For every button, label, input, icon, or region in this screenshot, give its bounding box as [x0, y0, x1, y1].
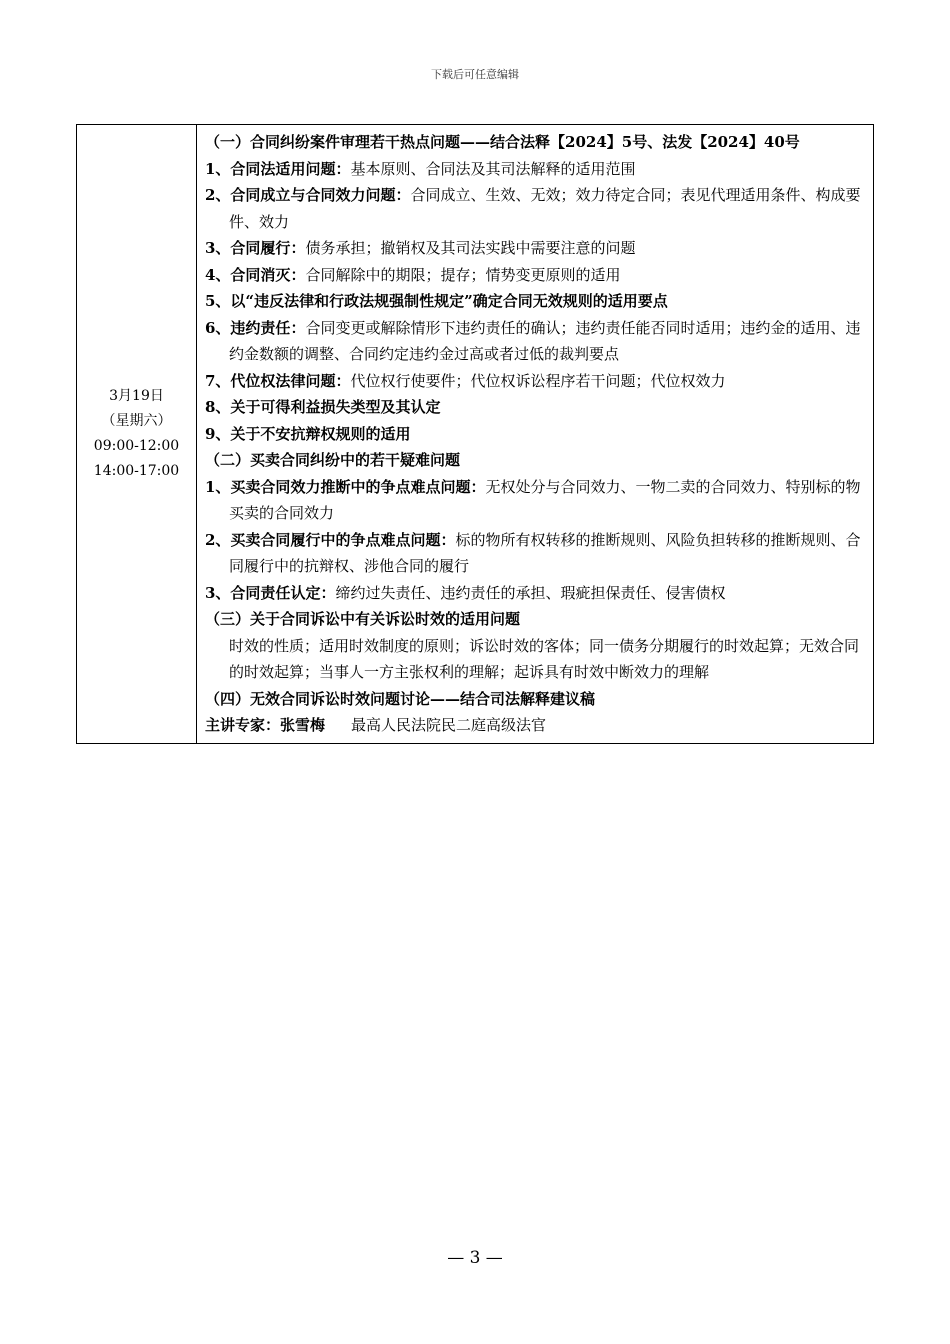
speaker-line [205, 712, 867, 739]
date-cell [77, 125, 197, 744]
list-item: 5、以“违反法律和行政法规强制性规定”确定合同无效规则的适用要点 [205, 292, 668, 310]
section-title: （三）关于合同诉讼中有关诉讼时效的适用问题 [205, 610, 521, 628]
list-item: 7、代位权法律问题：代位权行使要件；代位权诉讼程序若干问题；代位权效力 [205, 371, 726, 390]
list-item: 6、违约责任：合同变更或解除情形下违约责任的确认；违约责任能否同时适用；违约金的适用、违约金数额的调整、合同约定违约金过高或者过低的裁判要点 [205, 318, 861, 363]
header-note: 下载后可任意编辑 [431, 68, 519, 81]
section-title: （二）买卖合同纠纷中的若干疑难问题 [205, 451, 461, 469]
list-item: 时效的性质；适用时效制度的原则；诉讼时效的客体；同一债务分期履行的时效起算；无效合同的时效起算；当事人一方主张权利的理解；起诉具有时效中断效力的理解 [229, 636, 860, 681]
list-item: 3、合同履行：债务承担；撤销权及其司法实践中需要注意的问题 [205, 239, 636, 257]
session-date: 3月19日 [109, 387, 164, 404]
list-item: 2、合同成立与合同效力问题：合同成立、生效、无效；效力待定合同；表见代理适用条件、构成要件、效力 [205, 186, 861, 231]
list-item: 1、合同法适用问题：基本原则、合同法及其司法解释的适用范围 [205, 159, 636, 178]
section-title: （四）无效合同诉讼时效问题讨论——结合司法解释建议稿 [205, 689, 596, 708]
speaker-label: 主讲专家：张雪梅 [205, 716, 326, 734]
session-time-afternoon: 14:00-17:00 [93, 462, 180, 479]
list-item: 4、合同消灭：合同解除中的期限；提存；情势变更原则的适用 [205, 265, 621, 284]
list-item: 3、合同责任认定：缔约过失责任、违约责任的承担、瑕疵担保责任、侵害债权 [205, 583, 726, 602]
speaker-title: 最高人民法院民二庭高级法官 [351, 716, 547, 734]
schedule-table [76, 124, 874, 744]
list-item: 2、买卖合同履行中的争点难点问题：标的物所有权转移的推断规则、风险负担转移的推断规则、合同履行中的抗辩权、涉他合同的履行 [205, 530, 861, 575]
list-item: 8、关于可得利益损失类型及其认定 [205, 398, 441, 416]
session-time-morning: 09:00-12:00 [93, 437, 180, 454]
list-item: 9、关于不安抗辩权规则的适用 [205, 424, 411, 443]
table-row [77, 125, 874, 744]
page-number: — 3 — [447, 1248, 503, 1268]
list-item: 1、买卖合同效力推断中的争点难点问题：无权处分与合同效力、一物二卖的合同效力、特别标的物买卖的合同效力 [205, 477, 861, 522]
session-weekday: （星期六） [101, 412, 172, 429]
section-title: （一）合同纠纷案件审理若干热点问题——结合法释【2024】5号、法发【2024】40号 [205, 133, 800, 151]
content-cell [197, 125, 874, 744]
